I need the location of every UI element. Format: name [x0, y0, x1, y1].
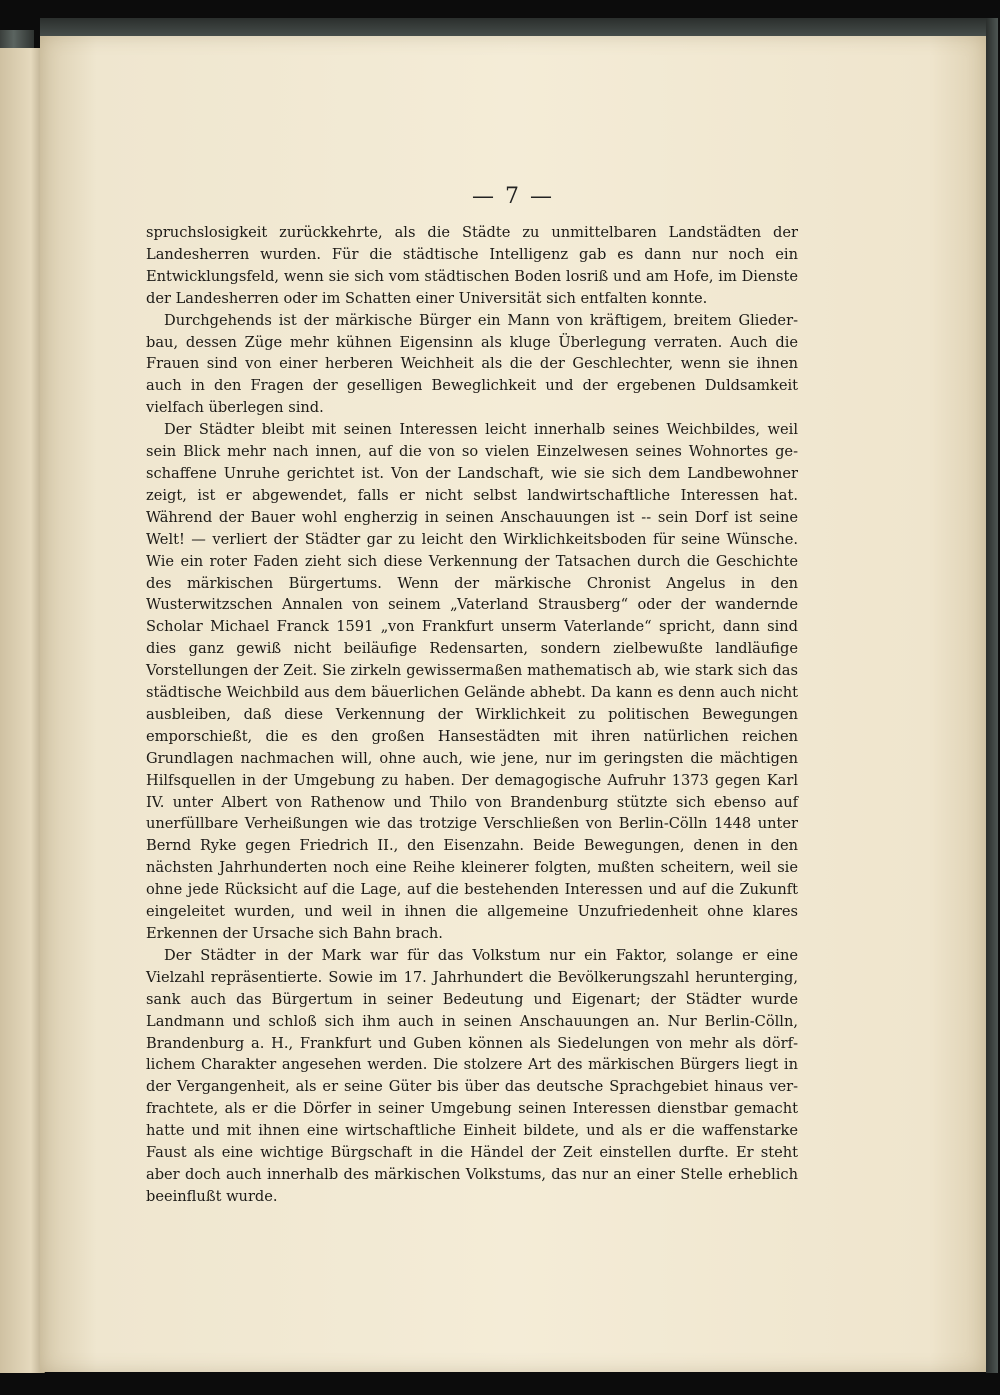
- body-text: [146, 222, 798, 1208]
- book-page: [40, 36, 986, 1372]
- paragraph-4: Der Städter in der Mark war für das Volkstum nur ein Faktor, solange er eine Vielzahl repräsentierte. Sowie im 17. Jahrhundert die Bevölkerungszahl herunterging, sank auch das Bürgertum in seiner Bedeutung und Eigenart; der Städter wurde Landmann und schloß sich ihm auch in seinen Anschauungen an. Nur Berlin-Cölln, Brandenburg a. H., Frankfurt und Guben können als Siedelungen von mehr als dörflichem Charakter angesehen werden. Die stolzere Art des märkischen Bürgers liegt in der Vergangenheit, als er seine Güter bis über das deutsche Sprachgebiet hinaus verfrachtete, als er die Dörfer in seiner Umgebung seinen Interessen dienstbar gemacht hatte und mit ihnen eine wirtschaftliche Einheit bildete, und als er die waffenstarke Faust als eine wichtige Bürgschaft in die Händel der Zeit einstellen durfte. Er steht aber doch auch innerhalb des märkischen Volkstums, das nur an einer Stelle erheblich beeinflußt wurde.: [146, 946, 798, 1205]
- page-number: — 7 —: [472, 184, 554, 209]
- facing-page-edge: [0, 48, 45, 1373]
- paragraph-2: Durchgehends ist der märkische Bürger ein Mann von kräftigem, breitem Gliederbau, dessen Züge mehr kühnen Eigensinn als kluge Überlegung verraten. Auch die Frauen sind von einer herberen Weichheit als die der Geschlechter, wenn sie ihnen auch in den Fragen der geselligen Beweglichkeit und der ergebenen Duldsamkeit vielfach überlegen sind.: [146, 311, 798, 417]
- paragraph-3: Der Städter bleibt mit seinen Interessen leicht innerhalb seines Weichbildes, weil sein Blick mehr nach innen, auf die von so vielen Einzelwesen seines Wohnortes geschaffene Unruhe gerichtet ist. Von der Landschaft, wie sie sich dem Landbewohner zeigt, ist er abgewendet, falls er nicht selbst landwirtschaftliche Interessen hat. Während der Bauer wohl engherzig in seinen Anschauungen ist -- sein Dorf ist seine Welt! — verliert der Städter gar zu leicht den Wirklichkeitsboden für seine Wünsche. Wie ein roter Faden zieht sich diese Verkennung der Tatsachen durch die Geschichte des märkischen Bürgertums. Wenn der märkische Chronist Angelus in den Wusterwitzschen Annalen von seinem „Vaterland Strausberg“ oder der wandernde Scholar Michael Franck 1591 „von Frankfurt unserm Vaterlande“ spricht, dann sind dies ganz gewiß nicht beiläufige Redensarten, sondern zielbewußte landläufige Vorstellungen der Zeit. Sie zirkeln gewissermaßen mathematisch ab, wie stark sich das städtische Weichbild aus dem bäuerlichen Gelände abhebt. Da kann es denn auch nicht ausbleiben, daß diese Verkennung der Wirklichkeit zu politischen Bewegungen emporschießt, die es den großen Hansestädten mit ihren natürlichen reichen Grundlagen nachmachen will, ohne auch, wie jene, nur im geringsten die mächtigen Hilfsquellen in der Umgebung zu haben. Der demagogische Aufruhr 1373 gegen Karl IV. unter Albert von Rathenow und Thilo von Brandenburg stützte sich ebenso auf unerfüllbare Verheißungen wie das trotzige Verschließen von Berlin-Cölln 1448 unter Bernd Ryke gegen Friedrich II., den Eisenzahn. Beide Bewegungen, denen in den nächsten Jahrhunderten noch eine Reihe kleinerer folgten, mußten scheitern, weil sie ohne jede Rücksicht auf die Lage, auf die bestehenden Interessen und auf die Zukunft eingeleitet wurden, und weil in ihnen die allgemeine Unzufriedenheit ohne klares Erkennen der Ursache sich Bahn brach.: [146, 421, 798, 942]
- book-cover-edge-right: [986, 18, 998, 1373]
- paragraph-1: spruchslosigkeit zurückkehrte, als die Städte zu unmittelbaren Landstädten der Landesherren wurden. Für die städtische Intelligenz gab es dann nur noch ein Entwicklungsfeld, wenn sie sich vom städtischen Boden losriß und am Hofe, im Dienste der Landesherren oder im Schatten einer Universität sich entfalten konnte.: [146, 224, 798, 307]
